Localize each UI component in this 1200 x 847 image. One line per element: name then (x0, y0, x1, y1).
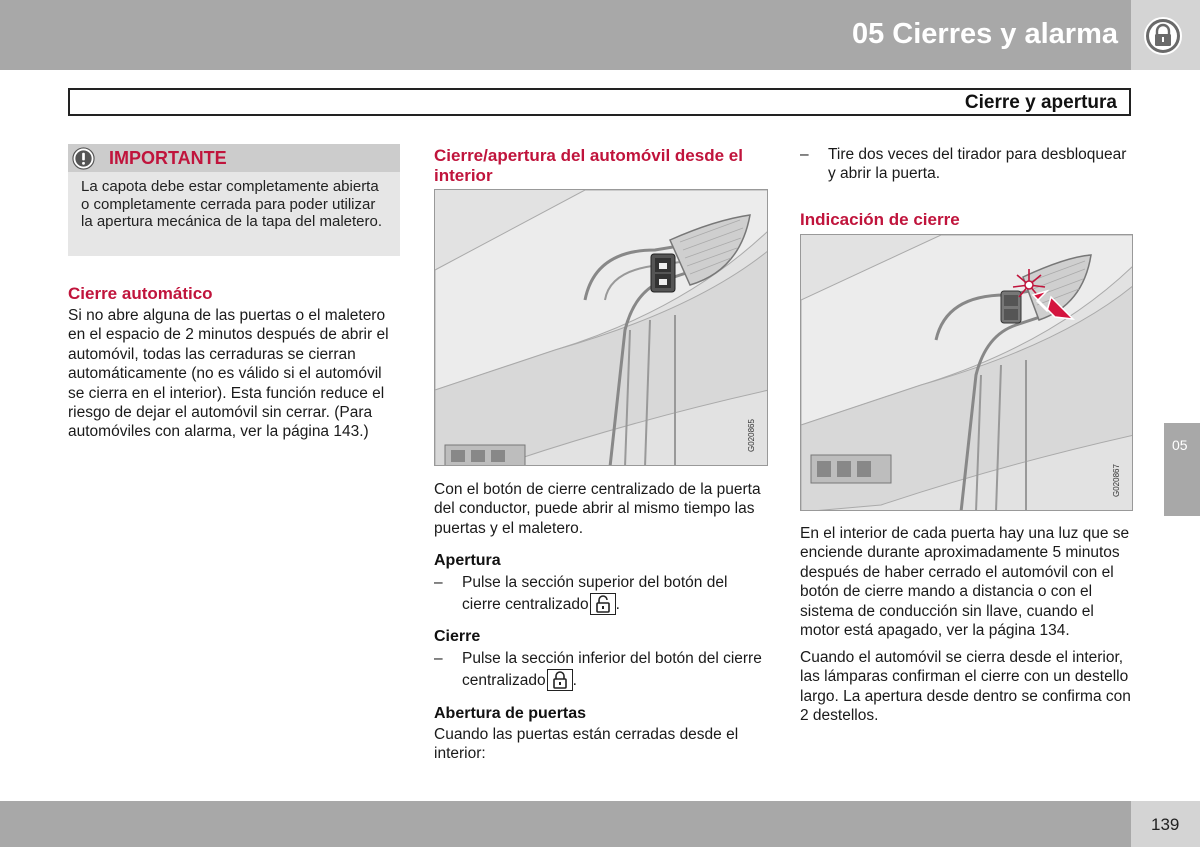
important-box (68, 144, 400, 256)
door-panel-figure (434, 189, 768, 466)
indication-para-1: En el interior de cada puerta hay una luz que se enciende durante aproximadamente 5 minutos después de haber cerrado el automóvil con el botón de cierre mando a distancia o con el sistema de conducción sin llave, cuando el motor está apagado, ver la página 134. (800, 525, 1130, 640)
figure-code: G020865 (747, 419, 756, 452)
pull-handle-text: Tire dos veces del tirador para desbloquear y abrir la puerta. (828, 146, 1127, 183)
chapter-title: 05 Cierres y alarma (851, 18, 1118, 50)
important-title: IMPORTANTE (109, 148, 227, 168)
indication-para-2: Cuando el automóvil se cierra desde el interior, las lámparas confirman el cierre con un destello largo. La apertura desde dentro se confirma con 2 destellos. (800, 649, 1131, 725)
interior-text: Con el botón de cierre centralizado de la puerta del conductor, puede abrir al mismo tiempo las puertas y el maletero. (434, 481, 761, 537)
section-bar (68, 88, 1131, 116)
apertura-text: Pulse la sección superior del botón del cierre centralizado (462, 574, 728, 613)
figure-code: G020867 (1112, 464, 1121, 497)
cierre-end: . (572, 672, 577, 689)
doors-text: Cuando las puertas están cerradas desde el interior: (434, 726, 739, 763)
footer-bar (0, 801, 1131, 847)
page-number: 139 (1151, 815, 1180, 834)
pull-handle-item (800, 145, 1134, 187)
doors-heading: Abertura de puertas (434, 705, 587, 722)
lock-indicator-illustration (801, 235, 1133, 511)
auto-lock-text: Si no abre alguna de las puertas o el maletero en el espacio de 2 minutos después de abrir el automóvil, todas las cerraduras se cierran automáticamente (no es válido si el automóvil se cierra en el interior). Esta función reduce el riesgo de dejar el automóvil sin cerrar. (Para automóviles con alarma, ver la página 143.) (68, 307, 389, 441)
padlock-icon (1143, 16, 1183, 56)
unlock-button-icon (590, 593, 616, 615)
apertura-item (434, 572, 770, 616)
auto-lock-heading: Cierre automático (68, 284, 213, 303)
list-dash: – (434, 574, 443, 591)
important-text: La capota debe estar completamente abierta o completamente cerrada para poder utilizar la apertura mecánica de la tapa del maletero. (81, 178, 383, 231)
indication-heading: Indicación de cierre (800, 210, 960, 229)
section-title: Cierre y apertura (964, 92, 1117, 113)
apertura-end: . (615, 596, 620, 613)
cierre-item (434, 648, 770, 692)
apertura-heading: Apertura (434, 552, 501, 569)
lock-button-icon (547, 669, 573, 691)
interior-heading: Cierre/apertura del automóvil desde el interior (434, 146, 743, 185)
exclamation-icon (72, 147, 95, 170)
cierre-heading: Cierre (434, 628, 481, 645)
door-panel-illustration (435, 190, 768, 466)
lock-indicator-figure (800, 234, 1133, 511)
list-dash: – (434, 650, 443, 667)
list-dash: – (800, 146, 809, 163)
chapter-side-tab-label: 05 (1172, 437, 1188, 453)
cierre-text: Pulse la sección inferior del botón del cierre centralizado (462, 650, 762, 689)
important-header (68, 144, 400, 172)
